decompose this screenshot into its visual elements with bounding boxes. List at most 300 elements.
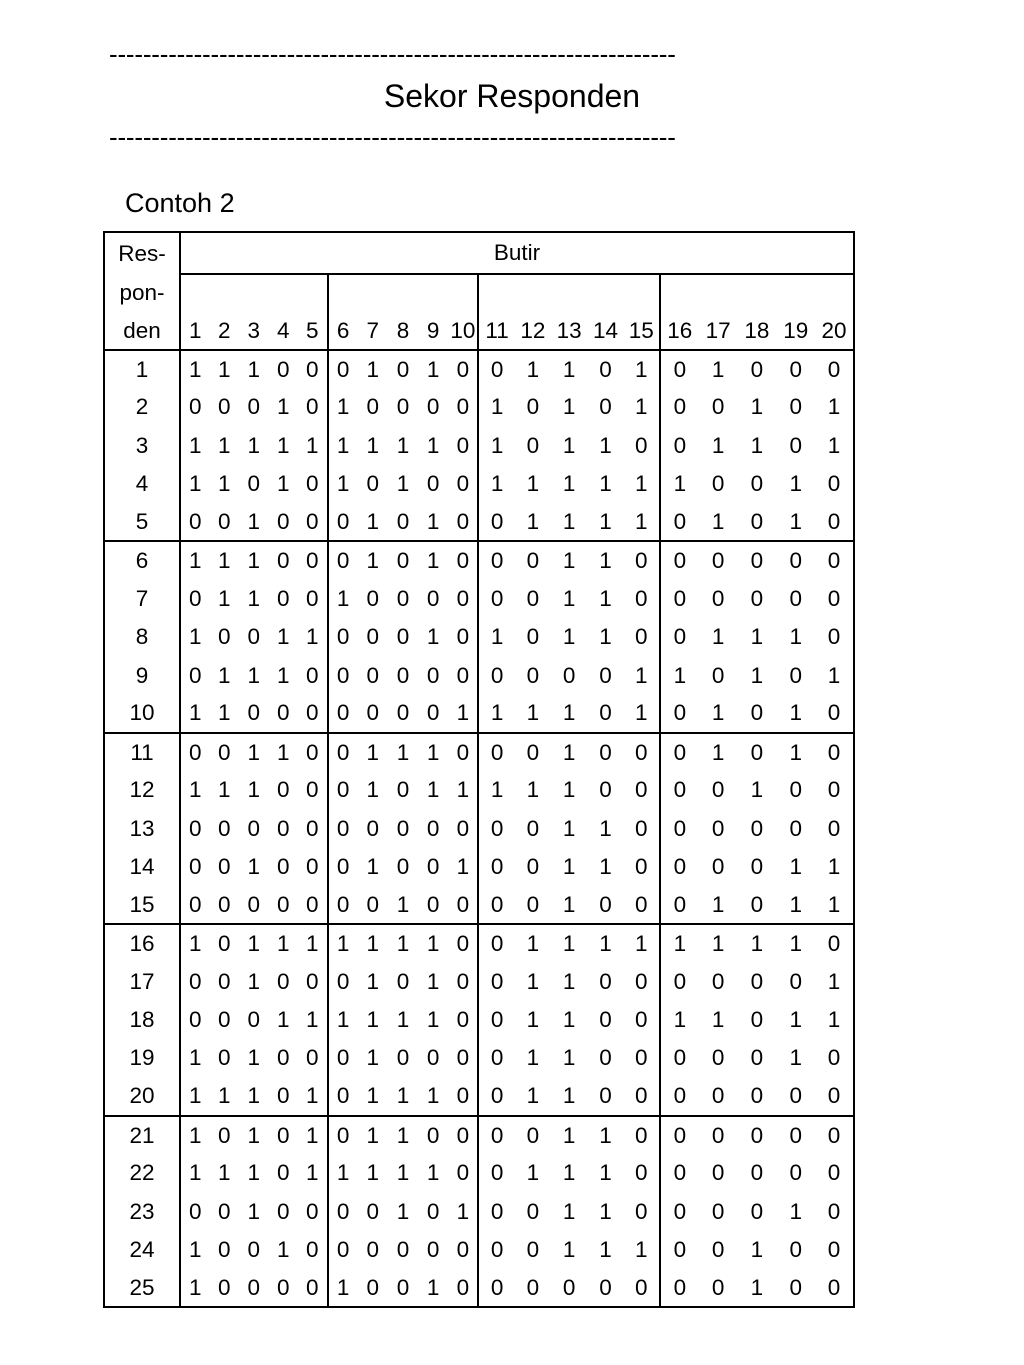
score-cell: 0 [815, 771, 854, 809]
page-title: Sekor Responden [383, 78, 641, 114]
score-cell: 1 [336, 432, 350, 458]
score-cell: 0 [210, 886, 240, 924]
score-cell: 1 [276, 1236, 290, 1262]
score-cell: 1 [515, 1078, 551, 1116]
score-cell: 0 [426, 394, 440, 420]
score-cell: 0 [526, 1122, 540, 1148]
score-cell: 0 [490, 1198, 504, 1224]
score-cell: 1 [526, 968, 540, 994]
score-cell: 1 [426, 931, 440, 957]
score-cell: 0 [217, 739, 231, 765]
score-cell: 1 [711, 931, 725, 957]
score-cell: 0 [815, 1078, 854, 1116]
score-cell: 0 [526, 739, 540, 765]
score-cell: 0 [396, 1236, 410, 1262]
score-cell: 0 [328, 886, 358, 924]
score-cell: 0 [660, 695, 699, 733]
score-cell: 0 [396, 968, 410, 994]
score-cell: 1 [551, 886, 587, 924]
score-cell: 0 [660, 886, 699, 924]
score-cell: 0 [276, 1160, 290, 1186]
score-cell: 0 [269, 886, 299, 924]
score-cell: 1 [210, 695, 240, 733]
score-cell: 1 [366, 854, 380, 879]
score-cell: 1 [217, 356, 231, 382]
respondent-id: 8 [104, 618, 180, 656]
score-cell: 0 [239, 886, 269, 924]
score-cell: 0 [599, 1007, 612, 1033]
table-row [104, 1193, 854, 1231]
score-cell: 1 [776, 503, 815, 541]
score-cell: 1 [358, 1078, 388, 1116]
score-cell: 0 [298, 733, 328, 771]
score-cell: 0 [526, 548, 540, 574]
score-cell: 1 [366, 739, 380, 765]
score-cell: 1 [526, 1045, 540, 1071]
score-cell: 0 [217, 968, 231, 994]
score-cell: 0 [815, 580, 854, 618]
example-label: Contoh 2 [125, 188, 235, 218]
score-cell: 1 [298, 427, 328, 465]
score-cell: 0 [711, 585, 725, 611]
score-cell: 0 [366, 471, 380, 497]
score-cell: 0 [336, 356, 350, 382]
score-cell: 0 [210, 503, 240, 541]
item-number-header: 17 [699, 312, 738, 350]
score-cell: 0 [269, 503, 299, 541]
score-cell: 0 [448, 1116, 478, 1154]
score-cell: 0 [490, 1160, 504, 1186]
score-cell: 0 [188, 662, 202, 688]
score-cell: 1 [239, 503, 269, 541]
score-cell: 1 [366, 1122, 380, 1148]
score-cell: 0 [624, 1078, 660, 1116]
score-cell: 1 [551, 695, 587, 733]
score-cell: 1 [426, 1007, 440, 1033]
score-cell: 1 [247, 1160, 260, 1186]
score-cell: 0 [711, 394, 725, 420]
score-cell: 1 [599, 624, 612, 650]
respondent-id: 9 [104, 656, 180, 694]
score-cell: 1 [673, 471, 687, 497]
score-cell: 0 [599, 394, 612, 420]
score-cell: 0 [396, 548, 410, 574]
score-cell: 1 [247, 777, 260, 803]
score-cell: 1 [599, 585, 612, 611]
score-cell: 0 [188, 815, 202, 841]
score-cell: 0 [587, 695, 623, 733]
score-cell: 1 [396, 1160, 410, 1186]
score-cell: 0 [815, 733, 854, 771]
score-cell: 1 [247, 548, 260, 574]
score-cell: 1 [526, 777, 540, 803]
score-cell: 1 [624, 924, 660, 962]
score-cell: 1 [366, 1160, 380, 1186]
score-cell: 1 [562, 1236, 576, 1262]
score-cell: 1 [599, 1122, 612, 1148]
score-cell: 0 [298, 503, 328, 541]
score-cell: 0 [711, 1122, 725, 1148]
respondent-id: 1 [104, 350, 180, 388]
score-cell: 0 [328, 1078, 358, 1116]
score-cell: 0 [276, 548, 290, 574]
score-cell: 0 [789, 356, 802, 382]
score-cell: 0 [673, 548, 687, 574]
score-cell: 0 [336, 854, 350, 879]
item-number-header: 12 [515, 312, 551, 350]
score-cell: 1 [336, 1007, 350, 1033]
score-cell: 0 [247, 815, 260, 841]
score-cell: 1 [396, 471, 410, 497]
table-row [104, 503, 854, 541]
score-cell: 1 [336, 471, 350, 497]
score-cell: 0 [673, 1160, 687, 1186]
score-cell: 0 [448, 580, 478, 618]
score-cell: 0 [776, 1269, 815, 1307]
score-cell: 1 [526, 931, 540, 957]
score-cell: 1 [448, 695, 478, 733]
score-cell: 0 [366, 1236, 380, 1262]
score-cell: 1 [448, 771, 478, 809]
score-cell: 0 [276, 1122, 290, 1148]
table-row [104, 1269, 854, 1307]
score-cell: 1 [789, 931, 802, 957]
score-cell: 0 [526, 1198, 540, 1224]
score-cell: 0 [366, 585, 380, 611]
score-cell: 1 [180, 1078, 210, 1116]
score-cell: 0 [789, 548, 802, 574]
respondent-id: 14 [104, 848, 180, 886]
score-cell: 0 [448, 350, 478, 388]
score-cell: 1 [448, 1193, 478, 1231]
score-cell: 1 [247, 432, 260, 458]
item-number-header: 7 [358, 312, 388, 350]
score-cell: 0 [276, 968, 290, 994]
score-cell: 0 [599, 662, 612, 688]
score-cell: 1 [217, 432, 231, 458]
score-cell: 0 [336, 777, 350, 803]
respondent-id: 20 [104, 1078, 180, 1116]
score-cell: 0 [660, 1078, 699, 1116]
score-cell: 0 [490, 1236, 504, 1262]
score-cell: 0 [358, 1269, 388, 1307]
score-cell: 0 [815, 810, 854, 848]
score-cell: 0 [247, 1007, 260, 1033]
score-cell: 0 [673, 1236, 687, 1262]
score-cell: 0 [624, 810, 660, 848]
score-cell: 1 [515, 503, 551, 541]
score-cell: 0 [789, 1236, 802, 1262]
score-cell: 0 [217, 931, 231, 957]
table-row [104, 733, 854, 771]
score-cell: 0 [366, 1198, 380, 1224]
score-cell: 0 [188, 854, 202, 879]
table-row [104, 771, 854, 809]
score-cell: 0 [711, 1198, 725, 1224]
score-cell: 1 [478, 695, 514, 733]
score-cell: 1 [624, 388, 660, 426]
score-cell: 1 [562, 1007, 576, 1033]
score-cell: 0 [599, 1045, 612, 1071]
score-cell: 1 [247, 662, 260, 688]
score-cell: 1 [276, 394, 290, 420]
score-cell: 1 [217, 548, 231, 574]
score-cell: 0 [448, 388, 478, 426]
score-cell: 1 [188, 356, 202, 382]
score-cell: 0 [526, 585, 540, 611]
respondent-id: 7 [104, 580, 180, 618]
score-cell: 0 [776, 1078, 815, 1116]
score-cell: 1 [815, 388, 854, 426]
score-cell: 0 [298, 541, 328, 579]
score-cell: 0 [426, 815, 440, 841]
score-cell: 0 [276, 854, 290, 879]
score-cell: 1 [599, 854, 612, 879]
score-cell: 0 [526, 815, 540, 841]
score-cell: 1 [276, 931, 290, 957]
score-cell: 1 [789, 1198, 802, 1224]
score-cell: 0 [448, 1039, 478, 1077]
score-cell: 1 [815, 848, 854, 886]
score-cell: 0 [599, 968, 612, 994]
score-cell: 0 [490, 968, 504, 994]
score-cell: 1 [551, 503, 587, 541]
score-cell: 1 [366, 356, 380, 382]
score-cell: 1 [711, 356, 725, 382]
score-cell: 0 [738, 1078, 777, 1116]
score-cell: 0 [298, 350, 328, 388]
score-cell: 0 [336, 624, 350, 650]
score-cell: 0 [624, 771, 660, 809]
score-cell: 0 [815, 503, 854, 541]
score-cell: 0 [673, 968, 687, 994]
score-cell: 1 [396, 931, 410, 957]
score-cell: 0 [515, 1269, 551, 1307]
score-cell: 0 [396, 356, 410, 382]
item-number-header: 15 [624, 312, 660, 350]
score-cell: 0 [366, 815, 380, 841]
score-cell: 0 [298, 963, 328, 1001]
score-cell: 1 [188, 1045, 202, 1071]
score-cell: 0 [490, 662, 504, 688]
score-cell: 1 [815, 656, 854, 694]
score-cell: 0 [673, 1045, 687, 1071]
score-cell: 1 [426, 432, 440, 458]
respondent-id: 24 [104, 1231, 180, 1269]
score-cell: 0 [526, 854, 540, 879]
score-cell: 1 [599, 1160, 612, 1186]
table-row [104, 695, 854, 733]
score-cell: 1 [562, 1045, 576, 1071]
score-cell: 1 [336, 931, 350, 957]
score-cell: 0 [624, 886, 660, 924]
item-number-header: 5 [298, 312, 328, 350]
score-cell: 1 [526, 1160, 540, 1186]
score-cell: 1 [188, 432, 202, 458]
score-cell: 0 [587, 886, 623, 924]
score-cell: 0 [418, 695, 448, 733]
table-row [104, 1116, 854, 1154]
score-cell: 0 [624, 1039, 660, 1077]
score-cell: 1 [247, 1198, 260, 1224]
score-cell: 0 [624, 1116, 660, 1154]
score-cell: 0 [448, 1001, 478, 1039]
score-cell: 0 [448, 1078, 478, 1116]
score-cell: 1 [298, 924, 328, 962]
score-cell: 0 [490, 1007, 504, 1033]
score-cell: 1 [298, 1078, 328, 1116]
score-cell: 1 [738, 1269, 777, 1307]
score-cell: 0 [789, 432, 802, 458]
score-cell: 0 [673, 1198, 687, 1224]
score-cell: 1 [750, 1236, 764, 1262]
score-cell: 0 [426, 662, 440, 688]
item-number-header: 6 [328, 312, 358, 350]
score-cell: 0 [269, 1269, 299, 1307]
score-cell: 0 [750, 548, 764, 574]
score-cell: 0 [388, 503, 418, 541]
score-cell: 1 [673, 1007, 687, 1033]
score-cell: 0 [673, 356, 687, 382]
score-cell: 0 [426, 1236, 440, 1262]
item-number-header: 16 [660, 312, 699, 350]
score-cell: 1 [358, 503, 388, 541]
score-cell: 1 [188, 471, 202, 497]
score-cell: 1 [490, 624, 504, 650]
score-cell: 1 [562, 739, 576, 765]
score-cell: 1 [776, 695, 815, 733]
respondent-id: 13 [104, 810, 180, 848]
score-cell: 1 [388, 1078, 418, 1116]
score-cell: 0 [789, 1160, 802, 1186]
score-cell: 1 [490, 394, 504, 420]
resp-header-line-2: pon- [104, 274, 180, 312]
score-cell: 1 [188, 931, 202, 957]
score-cell: 1 [815, 886, 854, 924]
score-cell: 1 [366, 548, 380, 574]
score-cell: 1 [247, 356, 260, 382]
score-cell: 0 [426, 585, 440, 611]
table-row [104, 580, 854, 618]
score-cell: 1 [366, 968, 380, 994]
item-number-header: 18 [738, 312, 777, 350]
score-cell: 0 [750, 471, 764, 497]
score-cell: 1 [426, 777, 440, 803]
score-cell: 0 [711, 854, 725, 879]
score-cell: 1 [711, 432, 725, 458]
score-cell: 0 [298, 465, 328, 503]
score-cell: 1 [490, 432, 504, 458]
respondent-id: 3 [104, 427, 180, 465]
score-cell: 0 [815, 618, 854, 656]
score-cell: 1 [276, 471, 290, 497]
score-cell: 0 [247, 394, 260, 420]
score-cell: 0 [426, 1122, 440, 1148]
top-dashed-rule: ------------------------------------------------------------------- [109, 41, 676, 67]
score-cell: 1 [448, 848, 478, 886]
score-cell: 0 [336, 1045, 350, 1071]
score-cell: 0 [624, 427, 660, 465]
respondent-id: 16 [104, 924, 180, 962]
score-cell: 0 [448, 1154, 478, 1192]
score-cell: 0 [815, 1116, 854, 1154]
score-cell: 0 [247, 1236, 260, 1262]
score-cell: 1 [711, 624, 725, 650]
score-cell: 1 [217, 471, 231, 497]
score-cell: 1 [180, 695, 210, 733]
score-cell: 0 [750, 585, 764, 611]
score-cell: 0 [673, 394, 687, 420]
table-row [104, 427, 854, 465]
score-cell: 0 [738, 695, 777, 733]
table-row [104, 1231, 854, 1269]
score-cell: 1 [426, 968, 440, 994]
score-cell: 0 [478, 886, 514, 924]
score-cell: 1 [247, 1122, 260, 1148]
respondent-id: 25 [104, 1269, 180, 1307]
item-number-header: 20 [815, 312, 854, 350]
score-cell: 1 [188, 1122, 202, 1148]
score-cell: 0 [711, 815, 725, 841]
score-cell: 0 [815, 465, 854, 503]
respondent-id: 18 [104, 1001, 180, 1039]
score-cell: 0 [188, 394, 202, 420]
respondent-id: 6 [104, 541, 180, 579]
score-cell: 1 [624, 656, 660, 694]
score-cell: 0 [711, 968, 725, 994]
score-cell: 0 [490, 815, 504, 841]
score-cell: 0 [478, 1269, 514, 1307]
score-cell: 0 [217, 1198, 231, 1224]
score-cell: 0 [418, 886, 448, 924]
score-cell: 1 [526, 356, 540, 382]
score-cell: 1 [217, 777, 231, 803]
score-cell: 1 [599, 471, 612, 497]
score-cell: 0 [217, 815, 231, 841]
respondent-id: 17 [104, 963, 180, 1001]
score-cell: 0 [217, 1122, 231, 1148]
score-cell: 0 [815, 1039, 854, 1077]
score-cell: 0 [269, 695, 299, 733]
score-cell: 1 [750, 394, 764, 420]
score-cell: 0 [366, 624, 380, 650]
score-cell: 1 [188, 1236, 202, 1262]
score-cell: 0 [217, 1045, 231, 1071]
score-cell: 0 [815, 924, 854, 962]
score-cell: 1 [490, 777, 504, 803]
score-cell: 0 [298, 1193, 328, 1231]
score-cell: 0 [711, 1236, 725, 1262]
score-cell: 0 [358, 695, 388, 733]
score-cell: 0 [396, 662, 410, 688]
score-cell: 0 [711, 1045, 725, 1071]
item-number-header: 4 [269, 312, 299, 350]
score-cell: 0 [396, 854, 410, 879]
score-cell: 1 [515, 695, 551, 733]
score-cell: 0 [448, 810, 478, 848]
score-cell: 0 [599, 739, 612, 765]
score-cell: 0 [217, 854, 231, 879]
score-cell: 0 [587, 1269, 623, 1307]
respondent-id: 21 [104, 1116, 180, 1154]
score-cell: 0 [448, 618, 478, 656]
score-cell: 0 [490, 548, 504, 574]
score-cell: 0 [738, 503, 777, 541]
score-cell: 0 [750, 968, 764, 994]
score-cell: 0 [738, 886, 777, 924]
score-cell: 1 [551, 1078, 587, 1116]
item-number-header: 3 [239, 312, 269, 350]
